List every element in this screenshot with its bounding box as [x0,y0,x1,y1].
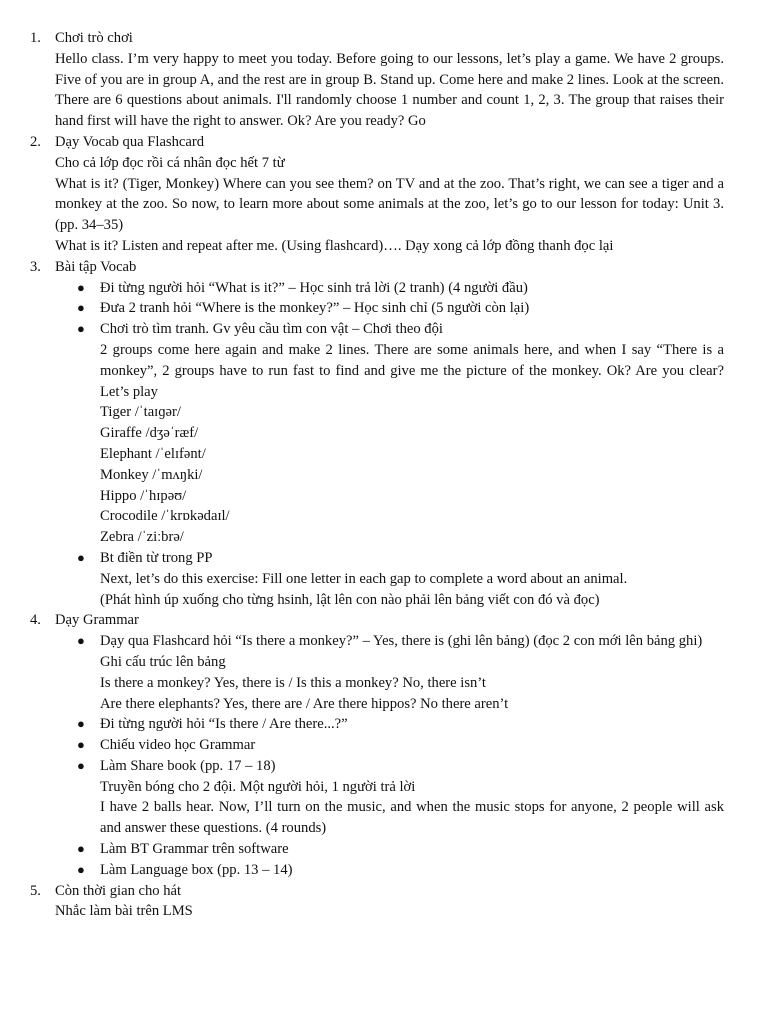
section-title: Chơi trò chơi [55,30,133,46]
section-title: Dạy Grammar [55,612,139,629]
bullet-text: Làm Language box (pp. 13 – 14) [100,861,293,878]
bullet-text: Làm Share book (pp. 17 – 18) [100,757,276,774]
bullet-detail-line: Is there a monkey? Yes, there is / Is this a monkey? No, there isn’t [100,674,486,691]
bullet-detail-line: Are there elephants? Yes, there are / Are there hippos? No there aren’t [100,695,509,712]
bullet-text: Đưa 2 tranh hỏi “Where is the monkey?” – Học sinh chỉ (5 người còn lại) [100,300,530,317]
bullet-item [55,548,724,610]
bullet-detail-line: 2 groups come here again and make 2 lines. There are some animals here, and when I say “There is a monkey”, 2 groups have to run fast to find and give me the picture of the monkey. Ok? Are you clear? Let’s play [100,341,724,400]
bullet-list [55,278,724,611]
section-title: Còn thời gian cho hát [55,882,182,899]
bullet-detail-line: Hippo /ˈhɪpəʊ/ [100,487,187,504]
bullet-dot-icon: ● [77,300,85,316]
bullet-dot-icon: ● [77,321,85,337]
section-number: 2. [30,133,41,150]
bullet-item [55,278,724,299]
bullet-text: Đi từng người hỏi “Is there / Are there...?” [100,716,348,733]
section-paragraph: What is it? Listen and repeat after me. (Using flashcard)…. Dạy xong cả lớp đồng thanh đọc lại [55,237,614,254]
section-number: 5. [30,882,41,899]
section-paragraph: Nhắc làm bài trên LMS [55,903,193,920]
bullet-detail-line: (Phát hình úp xuống cho từng hsinh, lật lên con nào phải lên bảng viết con đó và đọc) [100,591,600,608]
section-1 [30,28,724,132]
section-3 [30,257,724,611]
section-number: 4. [30,612,41,629]
bullet-text: Chiếu video học Grammar [100,737,256,754]
bullet-dot-icon: ● [77,549,85,565]
section-title: Dạy Vocab qua Flashcard [55,133,205,150]
bullet-item [55,631,724,714]
section-number: 3. [30,258,41,275]
bullet-item [55,735,724,756]
bullet-detail-line: Truyền bóng cho 2 đội. Một người hỏi, 1 người trả lời [100,778,416,795]
section-4 [30,610,724,880]
bullet-detail-line: I have 2 balls hear. Now, I’ll turn on the music, and when the music stops for anyone, 2 people will ask and answer these questions. (4 rounds) [100,799,724,837]
bullet-detail-line: Zebra /ˈziːbrə/ [100,529,184,546]
bullet-dot-icon: ● [77,861,85,877]
bullet-item [55,756,724,839]
bullet-dot-icon: ● [77,841,85,857]
bullet-detail-line: Elephant /ˈelɪfənt/ [100,445,206,462]
bullet-item [55,298,724,319]
bullet-detail-line: Giraffe /dʒəˈræf/ [100,425,199,442]
bullet-text: Làm BT Grammar trên software [100,841,289,858]
section-5 [30,881,724,923]
bullet-detail-line: Next, let’s do this exercise: Fill one letter in each gap to complete a word about an animal. [100,570,628,587]
bullet-detail-line: Crocodile /ˈkrɒkədaɪl/ [100,508,230,525]
bullet-list [55,631,724,881]
bullet-detail-line: Monkey /ˈmʌŋki/ [100,466,203,483]
bullet-detail-line: Tiger /ˈtaɪɡər/ [100,404,181,421]
section-number: 1. [30,30,41,46]
bullet-item [55,839,724,860]
bullet-text: Dạy qua Flashcard hỏi “Is there a monkey?” – Yes, there is (ghi lên bảng) (đọc 2 con mới lên bảng ghi) [100,633,703,650]
bullet-dot-icon: ● [77,633,85,649]
lesson-plan-list [30,28,724,922]
bullet-item [55,319,724,548]
bullet-dot-icon: ● [77,757,85,773]
bullet-text: Bt điền từ trong PP [100,549,213,566]
section-title: Bài tập Vocab [55,258,137,275]
bullet-dot-icon: ● [77,737,85,753]
section-paragraph: Hello class. I’m very happy to meet you today. Before going to our lessons, let’s play a game. We have 2 groups. Five of you are in group A, and the rest are in group B. Stand up. Come here and make 2 lines. Look at the screen. There are 6 questions about animals. I'll randomly choose 1 number and count 1, 2, 3. The group that raises their hand first will have the right to answer. Ok? Are you ready? Go [55,50,724,130]
section-2 [30,132,724,257]
bullet-dot-icon: ● [77,279,85,295]
bullet-dot-icon: ● [77,716,85,732]
bullet-item [55,714,724,735]
bullet-text: Đi từng người hỏi “What is it?” – Học sinh trả lời (2 tranh) (4 người đầu) [100,279,528,296]
section-paragraph: What is it? (Tiger, Monkey) Where can you see them? on TV and at the zoo. That’s right, we can see a tiger and a monkey at the zoo. So now, to learn more about some animals at the zoo, let’s go to our lesson for today: Unit 3. (pp. 34–35) [55,175,724,234]
section-paragraph: Cho cả lớp đọc rồi cá nhân đọc hết 7 từ [55,154,285,171]
bullet-item [55,860,724,881]
bullet-detail-line: Ghi cấu trúc lên bảng [100,653,226,670]
bullet-text: Chơi trò tìm tranh. Gv yêu cầu tìm con vật – Chơi theo đội [100,321,443,338]
